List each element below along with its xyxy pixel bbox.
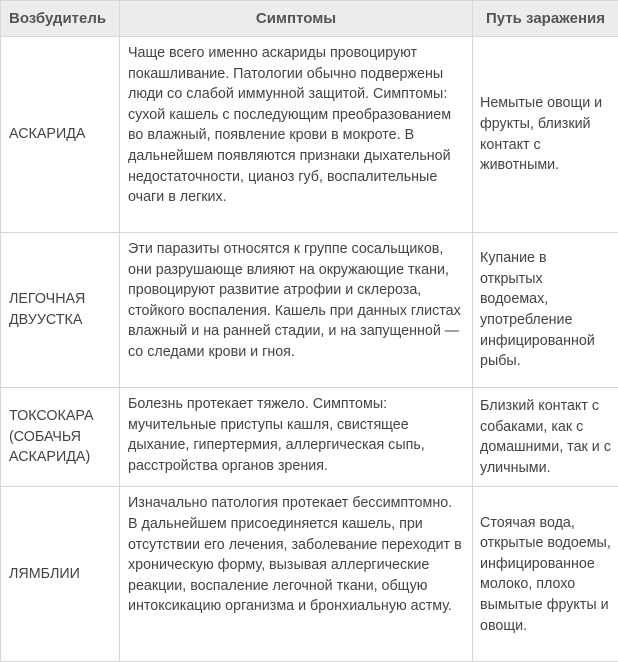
table-row xyxy=(1,37,618,233)
symptoms-cell: Болезнь протекает тяжело. Симптомы: мучительные приступы кашля, свистящее дыхание, гипертермия, аллергическая сыпь, расстройства органов зрения. xyxy=(120,388,473,487)
agent-cell: ЛЯМБЛИИ xyxy=(1,487,120,662)
symptoms-cell: Эти паразиты относятся к группе сосальщиков, они разрушающе влияют на окружающие ткани, провоцируют развитие атрофии и склероза, стойкого воспаления. Кашель при данных глистах влажный и на ранней стадии, и на запущенной — со следами крови и гноя. xyxy=(120,233,473,388)
header-agent: Возбудитель xyxy=(1,1,120,37)
agent-cell: АСКАРИДА xyxy=(1,37,120,233)
route-cell: Немытые овощи и фрукты, близкий контакт с животными. xyxy=(473,37,618,233)
header-route: Путь заражения xyxy=(473,1,618,37)
route-cell: Близкий контакт с собаками, как с домашними, так и с уличными. xyxy=(473,388,618,487)
header-symptoms: Симптомы xyxy=(120,1,473,37)
table-row xyxy=(1,388,618,487)
symptoms-cell: Изначально патология протекает бессимптомно. В дальнейшем присоединяется кашель, при отсутствии его лечения, заболевание переходит в хроническую форму, вызывая аллергические реакции, воспаление легочной ткани, общую интоксикацию организма и бронхиальную астму. xyxy=(120,487,473,662)
table-row xyxy=(1,233,618,388)
agent-cell: ТОКСОКАРА (СОБАЧЬЯ АСКАРИДА) xyxy=(1,388,120,487)
agent-cell: ЛЕГОЧНАЯ ДВУУСТКА xyxy=(1,233,120,388)
header-row xyxy=(1,1,618,37)
route-cell: Купание в открытых водоемах, употребление инфицированной рыбы. xyxy=(473,233,618,388)
route-cell: Стоячая вода, открытые водоемы, инфицированное молоко, плохо вымытые фрукты и овощи. xyxy=(473,487,618,662)
table-row xyxy=(1,487,618,662)
symptoms-cell: Чаще всего именно аскариды провоцируют покашливание. Патологии обычно подвержены люди со слабой иммунной защитой. Симптомы: сухой кашель с последующим преобразованием во влажный, появление крови в мокроте. В дальнейшем появляются признаки дыхательной недостаточности, цианоз губ, воспалительные очаги в легких. xyxy=(120,37,473,233)
